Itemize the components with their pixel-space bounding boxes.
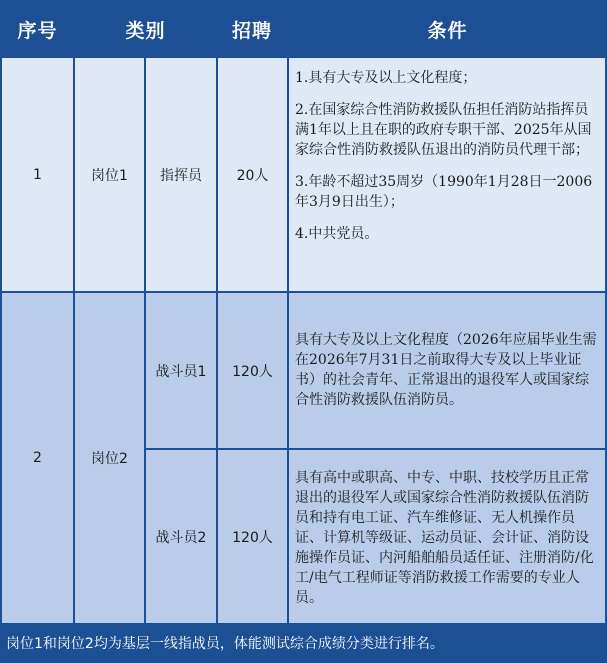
header-recruit: 招聘: [231, 19, 272, 42]
row2a-count: 120人: [218, 293, 287, 448]
row2-index: 2: [2, 293, 73, 623]
row1-condition-3: 3.年龄不超过35周岁（1990年1月28日一2006年3月9日出生）；: [295, 174, 593, 210]
row2b-conditions: 具有高中或职高、中专、中职、技校学历且正常退出的退役军人或国家综合性消防救援队伍消防员和持有电工证、汽车维修证、无人机操作员证、计算机等级证、运动员证、会计证、消防设施操作员证、内河船舶船员适任证、注册消防/化工/电气工程师证等消防救援工作需要的专业人员。: [295, 470, 594, 606]
row2a-conditions: 具有大专及以上文化程度（2026年应届毕业生需在2026年7月31日之前取得大专及以上毕业证书）的社会青年、正常退出的退役军人或国家综合性消防救援队伍消防员。: [295, 332, 597, 408]
header-category: 类别: [125, 19, 166, 42]
row2-position: 岗位2: [75, 293, 144, 623]
row1-condition-2: 2.在国家综合性消防救援队伍担任消防站指挥员满1年以上且在职的政府专职干部、2025年从国家综合性消防救援队伍退出的消防员代理干部；: [295, 102, 592, 158]
row1-index: 1: [2, 58, 73, 291]
row1-role: 指挥员: [146, 58, 216, 291]
row2b-role: 战斗员2: [146, 450, 216, 623]
footer-note: 岗位1和岗位2均为基层一线指战员，体能测试综合成绩分类进行排名。: [6, 636, 444, 652]
row2b-count: 120人: [218, 450, 287, 623]
row2a-role: 战斗员1: [146, 293, 216, 448]
row1-conditions: [289, 68, 605, 244]
row1-count: 20人: [218, 58, 287, 291]
header-conditions: 条件: [427, 19, 468, 42]
header-index: 序号: [17, 19, 58, 42]
row1-condition-1: 1.具有大专及以上文化程度；: [295, 70, 477, 86]
row1-condition-4: 4.中共党员。: [295, 226, 379, 242]
row1-position: 岗位1: [75, 58, 144, 291]
